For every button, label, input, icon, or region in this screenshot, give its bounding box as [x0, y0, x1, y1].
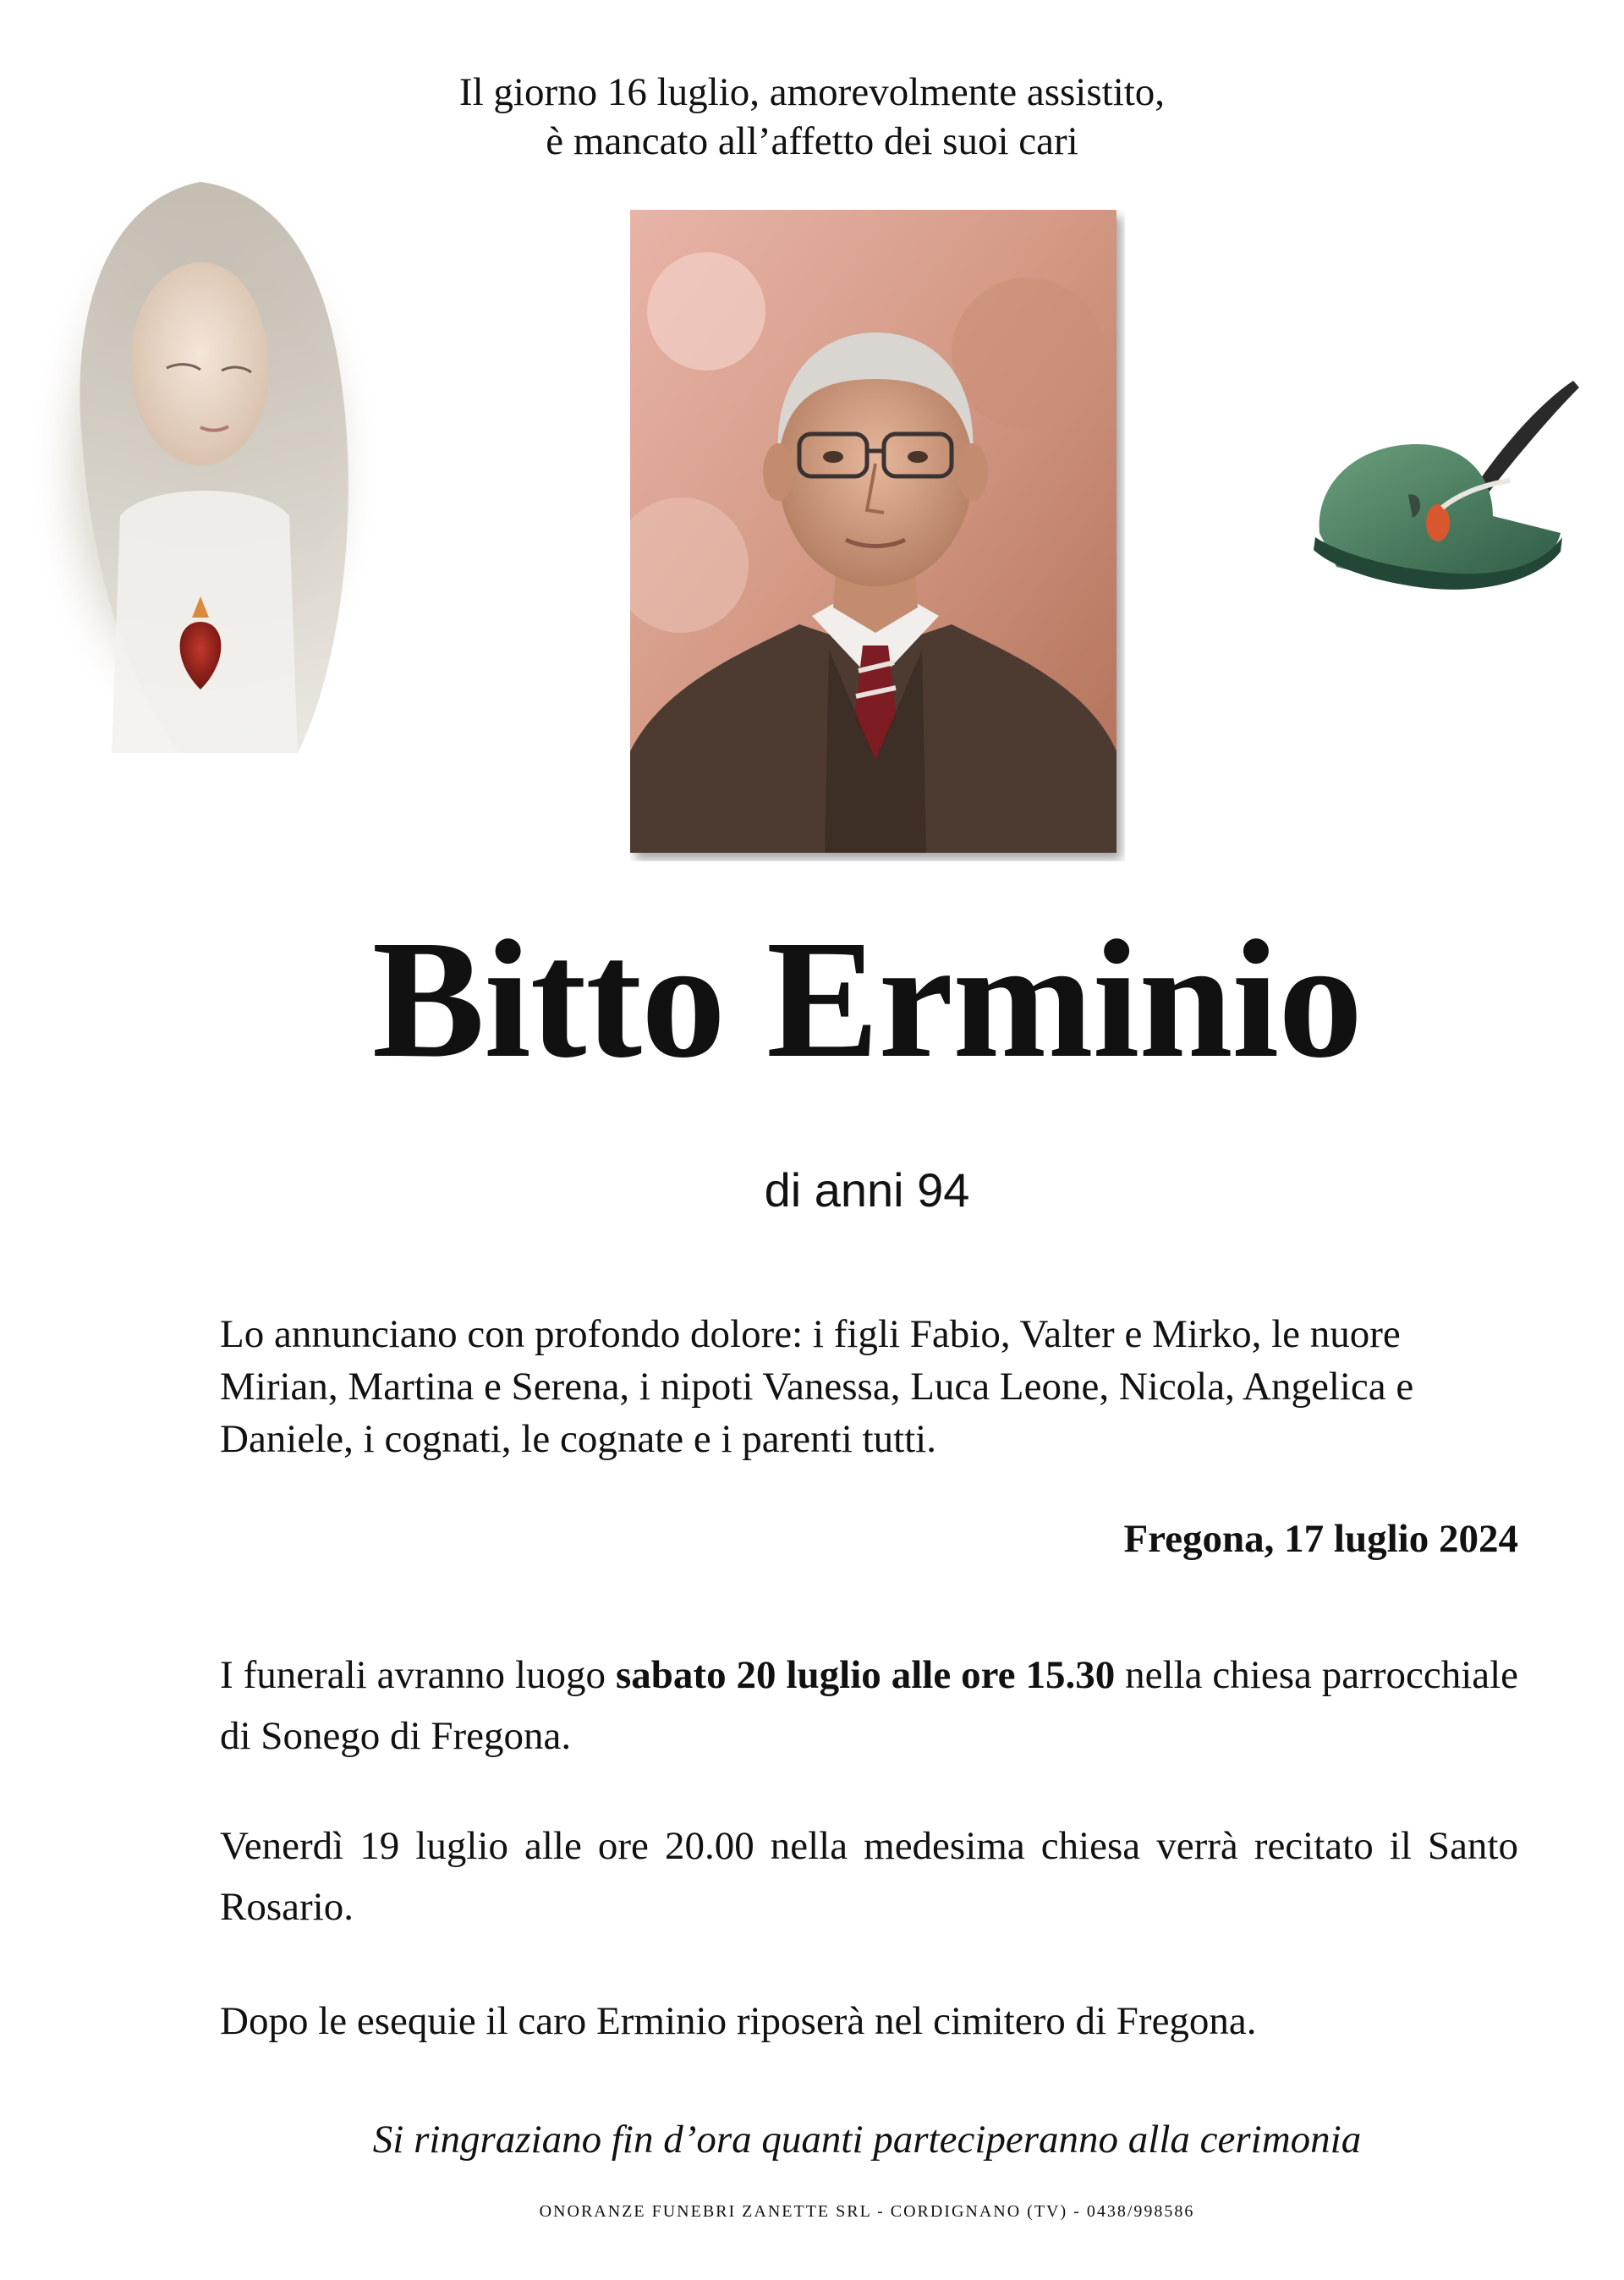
deceased-age: di anni 94 [764, 1163, 970, 1217]
deceased-name: Bitto Erminio [371, 906, 1363, 1093]
rosary-info: Venerdì 19 luglio alle ore 20.00 nella medesima chiesa verrà recitato il Santo Rosario. [220, 1824, 1518, 1929]
announcement-text: Lo annunciano con profondo dolore: i figli Fabio, Valter e Mirko, le nuore Mirian, Martina e Serena, i nipoti Vanessa, Luca Leone, Nicola, Angelica e Daniele, i cognati, le cognate e i parenti tutti. [220, 1312, 1414, 1461]
place-date: Fregona, 17 luglio 2024 [1123, 1517, 1518, 1561]
intro-text [0, 68, 1624, 166]
burial-info: Dopo le esequie il caro Erminio riposerà nel cimitero di Fregona. [220, 1999, 1257, 2043]
alpine-hat-image [1307, 372, 1586, 618]
footer-text: ONORANZE FUNEBRI ZANETTE SRL - CORDIGNANO (TV) - 0438/998586 [539, 2202, 1195, 2221]
thanks-text: Si ringraziano fin d’ora quanti parteciperanno alla cerimonia [372, 2118, 1362, 2162]
funeral-info [220, 1645, 1518, 1766]
funeral-suffix: nella chiesa parrocchiale di Sonego di Fregona. [220, 1653, 1519, 1758]
funeral-home-footer [0, 2200, 1624, 2223]
portrait-photo [630, 210, 1125, 861]
funeral-prefix: I funerali avranno luogo [220, 1653, 606, 1697]
intro-line-1: Il giorno 16 luglio, amorevolmente assistito, [458, 70, 1166, 114]
intro-line-2: è mancato all’affetto dei suoi cari [546, 119, 1078, 163]
madonna-image [19, 161, 391, 770]
funeral-datetime: sabato 20 luglio alle ore 15.30 [616, 1653, 1116, 1697]
